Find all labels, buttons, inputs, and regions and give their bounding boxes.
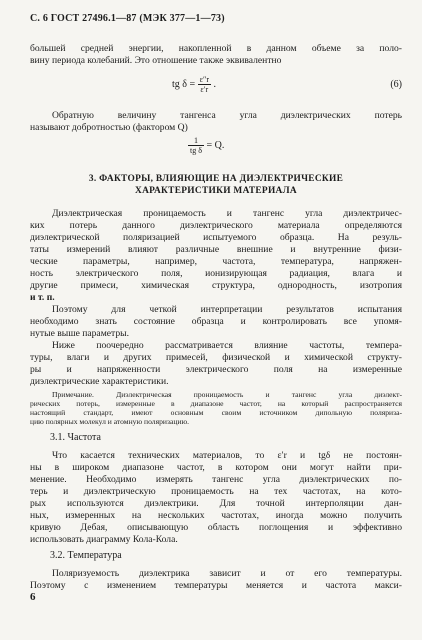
text-line: Обратную величину тангенса угла диэлектрических потерь [52,110,402,121]
text-line: менение. Необходимо измерять тангенс угла диэлектрических по- [30,474,402,485]
fraction-numerator: 1 [188,136,204,146]
text-line: Поэтому с изменением температуры меняется и частота макси- [30,580,402,591]
text-line: Поэтому для четкой интерпретации результатов испытания [52,304,402,315]
text-line: Поляризуемость диэлектрика зависит и от его температуры. [52,568,402,579]
page-number: 6 [30,591,36,603]
text-line: ких потерь данного диэлектрического материала определяются [30,220,402,231]
text-line: вину периода колебаний. Это отношение также эквивалентно [30,55,282,66]
text-line: ры и напряженности электрического поля на измеренные [30,364,402,375]
formula-fraction [188,136,204,155]
document-page [30,0,402,640]
fraction-denominator: ε′r [200,85,209,94]
formula-q [188,136,224,155]
note-line: Примечание. Диэлектрическая проницаемость и тангенс угла диэлект- [52,390,402,399]
formula-6 [172,75,216,94]
text-line: ны в широком диапазоне частот, в котором они могут найти при- [30,462,402,473]
text-line: большей средней энергии, накопленной в данном объеме за поло- [30,43,402,54]
fraction-numerator: ε″r [199,75,209,84]
text-line: рых используются диэлектрики. Для точной интерполяции дан- [30,498,402,509]
text-line: называют добротностью (фактором Q) [30,122,188,133]
text-line: кривую Дебая, описывающую область поглощения и эффективно [30,522,402,533]
fraction-denominator: tg δ [190,146,202,155]
text-line: диэлектрической поляризацией испытуемого образца. На резуль- [30,232,402,243]
text-line: Ниже поочередно рассматривается влияние частоты, темпера- [52,340,402,351]
text-line: ность электрического поля, ионизирующая радиация, влага и [30,268,402,279]
text-line: терь и диэлектрическую проницаемость на тех частотах, на кото- [30,486,402,497]
formula-lhs: tg δ = [172,78,196,90]
note-line: рических потерь, измеренные в диапазоне частот, на который распространяется [30,399,402,408]
text-line: туры, влаги и других примесей, физической и химической структу- [30,352,402,363]
running-header: С. 6 ГОСТ 27496.1—87 (МЭК 377—1—73) [30,13,225,24]
subsection-heading: 3.2. Температура [50,550,122,561]
text-line: другие примеси, химическая структура, однородность, изотропия [30,280,402,291]
text-line: Диэлектрическая проницаемость и тангенс угла диэлектричес- [52,208,402,219]
text-line: необходимо знать состояние образца и контролировать все упомя- [30,316,402,327]
note-line: цию полярных молекул и атомную поляризацию. [30,417,190,426]
text-line: ческие параметры, например, частота, температура, напряжен- [30,256,402,267]
formula-fraction [198,75,211,94]
section-heading: ХАРАКТЕРИСТИКИ МАТЕРИАЛА [135,186,297,196]
text-line: и т. п. [30,292,55,303]
equation-number: (6) [390,79,402,90]
text-line: использовать диаграмму Кола-Кола. [30,534,178,545]
text-line: диэлектрические характеристики. [30,376,169,387]
text-line: Что касается технических материалов, то ε′r и tgδ не постоян- [52,450,402,461]
note-line: настоящий стандарт, имеют основным своим источником дипольную поляриза- [30,408,402,417]
formula-tail: . [213,78,216,90]
text-line: ных, измеренных на нескольких частотах, иногда можно получить [30,510,402,521]
text-line: нутые выше параметры. [30,328,129,339]
formula-rhs: = Q. [206,139,225,151]
subsection-heading: 3.1. Частота [50,432,101,443]
section-heading: 3. ФАКТОРЫ, ВЛИЯЮЩИЕ НА ДИЭЛЕКТРИЧЕСКИЕ [88,174,344,184]
text-line: таты измерений влияют различные внешние и внутренние физи- [30,244,402,255]
